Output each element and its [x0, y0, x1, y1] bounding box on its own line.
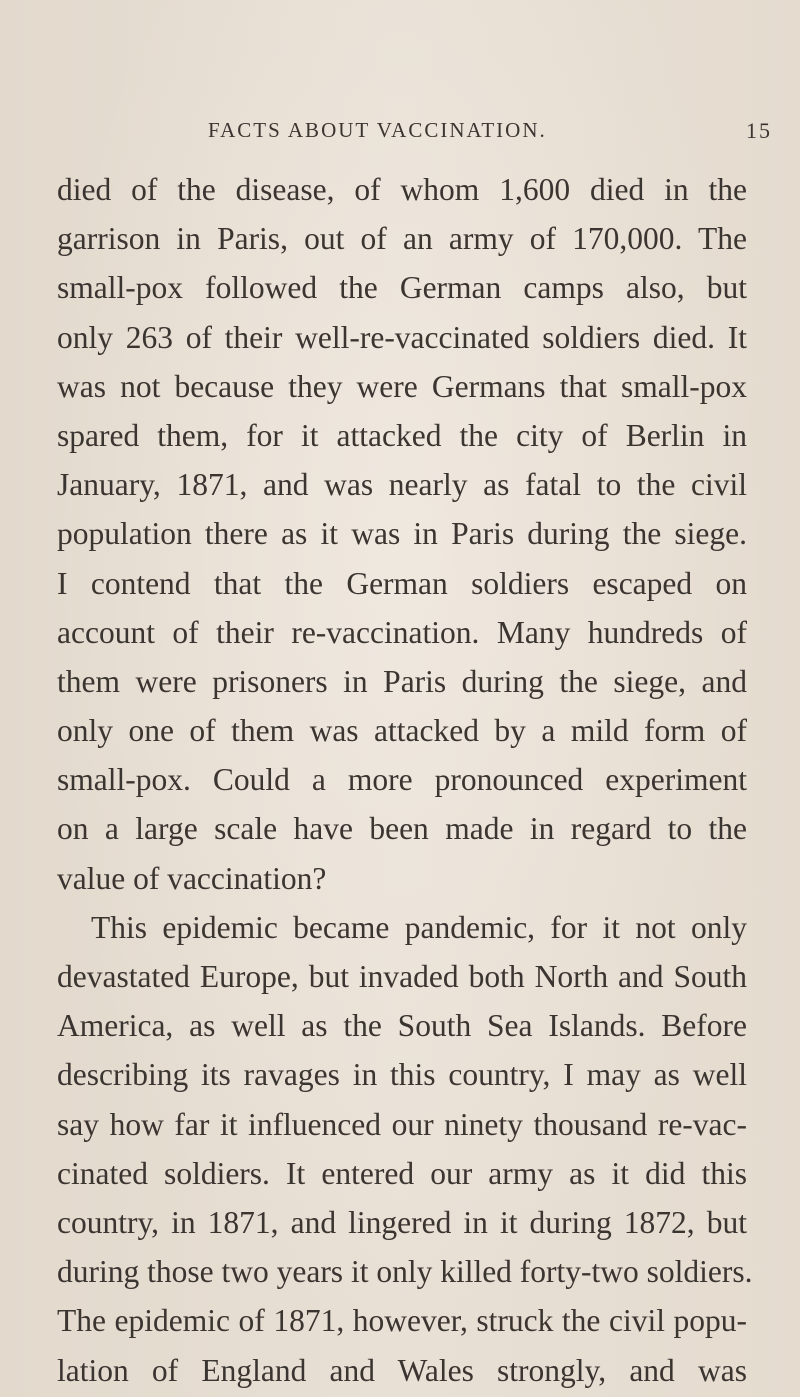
text-line: say how far it influenced our ninety thousand re-vac-	[57, 1106, 747, 1142]
text-line: cinated soldiers. It entered our army as it did this	[57, 1155, 747, 1191]
text-line: only one of them was attacked by a mild form of	[57, 713, 747, 749]
text-line: devastated Europe, but invaded both North and South	[57, 959, 747, 994]
text-line: value of vaccination?	[57, 860, 327, 896]
running-head	[190, 118, 772, 148]
text-line: I contend that the German soldiers escaped on	[57, 565, 747, 601]
text-line: account of their re-vaccination. Many hundreds of	[57, 614, 747, 650]
text-line: The epidemic of 1871, however, struck the civil popu-	[57, 1303, 747, 1339]
body-text	[57, 165, 753, 1395]
text-line: during those two years it only killed forty-two soldiers.	[57, 1254, 753, 1290]
text-line: small-pox followed the German camps also, but	[57, 270, 747, 306]
text-line: population there as it was in Paris during the siege.	[57, 516, 747, 552]
text-line: only 263 of their well-re-vaccinated soldiers died. It	[57, 319, 747, 355]
page-number: 15	[746, 118, 772, 143]
text-line: This epidemic became pandemic, for it not only	[91, 909, 747, 945]
text-line: on a large scale have been made in regard to the	[57, 811, 747, 847]
text-line: was not because they were Germans that small-pox	[57, 368, 747, 404]
text-line: describing its ravages in this country, I may as well	[57, 1057, 747, 1093]
text-line: January, 1871, and was nearly as fatal to the civil	[57, 467, 747, 503]
text-line: spared them, for it attacked the city of Berlin in	[57, 417, 747, 453]
text-line: country, in 1871, and lingered in it during 1872, but	[57, 1204, 747, 1240]
text-line: garrison in Paris, out of an army of 170,000. The	[57, 221, 747, 257]
text-line: small-pox. Could a more pronounced experiment	[57, 762, 747, 798]
text-line: died of the disease, of whom 1,600 died in the	[57, 172, 747, 207]
text-line: America, as well as the South Sea Islands. Before	[57, 1008, 747, 1044]
text-line: lation of England and Wales strongly, and was	[57, 1352, 747, 1388]
text-line: them were prisoners in Paris during the siege, and	[57, 663, 747, 699]
running-title: FACTS ABOUT VACCINATION.	[208, 118, 547, 142]
